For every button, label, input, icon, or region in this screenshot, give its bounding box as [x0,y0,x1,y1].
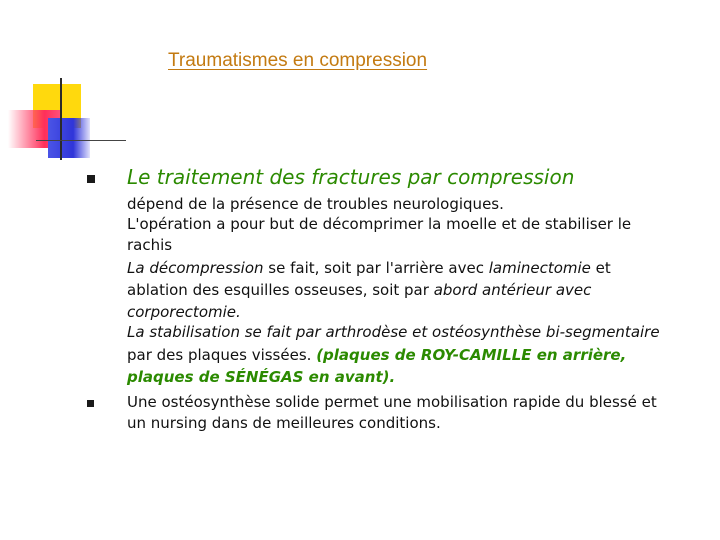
bullet1-line5 [127,281,591,299]
decompression-text: se fait, soit par l'arrière avec [263,259,489,277]
line5-text: ablation des esquilles osseuses, soit par [127,281,434,299]
bullet1-line1: dépend de la présence de troubles neurologiques. [127,195,504,213]
roy-camille-note: (plaques de ROY-CAMILLE en arrière, [316,346,627,364]
bullet1-line7: La stabilisation se fait par arthrodèse et ostéosynthèse bi-segmentaire [127,323,660,341]
bullet-square-icon [87,175,95,183]
bullet1-line6: corporectomie. [127,303,241,321]
slide-title: Traumatismes en compression [168,50,428,71]
logo-horizontal-line [36,140,126,141]
logo-vertical-line [60,78,62,160]
bullet1-line4 [127,259,611,277]
bullet1-line3: rachis [127,236,173,254]
logo-blue-square [48,118,90,158]
line4-end: et [590,259,611,277]
bullet-square-icon [87,400,94,407]
abord-anterieur-term: abord antérieur avec [433,281,592,299]
bullet2-line2: un nursing dans de meilleures conditions. [127,414,441,432]
bullet1-line8 [127,346,626,364]
bullet1-line9: plaques de SÉNÉGAS en avant). [127,368,396,386]
laminectomie-term: laminectomie [488,259,591,277]
line8-text: par des plaques vissées. [127,346,317,364]
bullet2-line1: Une ostéosynthèse solide permet une mobilisation rapide du blessé et [127,393,657,411]
bullet1-heading: Le traitement des fractures par compression [127,165,575,189]
bullet1-line2: L'opération a pour but de décomprimer la moelle et de stabiliser le [127,215,632,233]
decompression-term: La décompression [127,259,264,277]
